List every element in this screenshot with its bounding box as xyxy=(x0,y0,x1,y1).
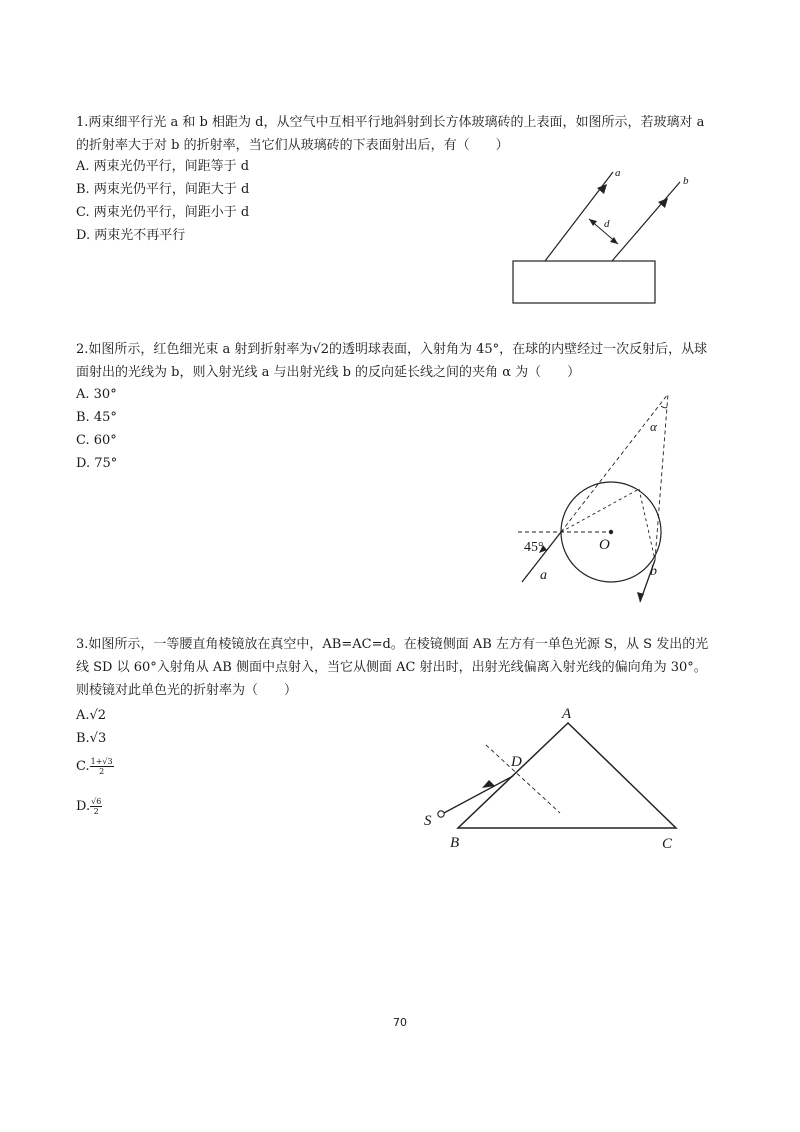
q3-option-d-numerator: √6 xyxy=(91,797,102,806)
q3-label-a: A xyxy=(562,706,572,722)
glass-block xyxy=(513,261,655,303)
q2-option-d: D. 75° xyxy=(76,456,118,471)
ray-b-line xyxy=(612,182,680,261)
q1-label-a: a xyxy=(615,167,621,179)
q1-label-b: b xyxy=(683,175,689,187)
q2-option-b: B. 45° xyxy=(76,410,117,425)
q3-option-a: A.√2 xyxy=(76,708,107,723)
q2-option-c: C. 60° xyxy=(76,433,117,448)
prism xyxy=(458,723,676,828)
q2-label-45: 45° xyxy=(524,540,544,555)
q2-option-a: A. 30° xyxy=(76,387,117,402)
q1-figure xyxy=(500,160,710,310)
q1-option-a: A. 两束光仍平行，间距等于 d xyxy=(76,159,250,174)
q3-option-c-numerator: 1+√3 xyxy=(90,757,113,766)
page-number: 70 xyxy=(393,1016,407,1029)
q2-stem: 2.如图所示，红色细光束 a 射到折射率为√2的透明球表面，入射角为 45°，在球的内壁经过一次反射后，从球面射出的光线为 b，则入射光线 a 与出射光线 b 的反向延长线之间的夹角 α 为（ ） xyxy=(76,342,708,380)
ray-a-line xyxy=(545,172,613,261)
q3-option-c-fraction xyxy=(90,757,114,776)
q3-option-b: B.√3 xyxy=(76,731,107,746)
q1-option-b: B. 两束光仍平行，间距大于 d xyxy=(76,182,250,197)
q3-label-b: B xyxy=(450,835,460,851)
alpha-arc xyxy=(661,406,667,408)
q3-label-s: S xyxy=(424,813,432,829)
q3-option-c-denominator: 2 xyxy=(99,767,105,776)
q1-option-c: C. 两束光仍平行，间距小于 d xyxy=(76,205,250,220)
q2-label-b: b xyxy=(650,564,657,579)
normal-line xyxy=(486,745,560,813)
inner-path-2 xyxy=(639,489,655,560)
q3-option-d-denominator: 2 xyxy=(93,807,99,816)
ray-a-extension xyxy=(561,394,668,532)
q2-label-a: a xyxy=(540,568,547,583)
incident-ray xyxy=(442,776,513,814)
q3-stem: 3.如图所示，一等腰直角棱镜放在真空中，AB=AC=d。在棱镜侧面 AB 左方有一单色光源 S，从 S 发出的光线 SD 以 60°入射角从 AB 侧面中点射入，当它从侧面 AC 射出时，出射光线偏离入射光线的偏向角为 30°。则棱镜对此单色光的折射率为（ ） xyxy=(76,637,709,698)
q2-label-o: O xyxy=(599,537,610,553)
q3-figure xyxy=(410,700,700,860)
q2-figure xyxy=(500,385,700,610)
q3-option-d xyxy=(76,797,102,817)
q3-label-c: C xyxy=(662,836,673,852)
light-source xyxy=(438,811,444,817)
q3-option-d-prefix: D. xyxy=(76,799,91,814)
q3-option-d-fraction xyxy=(90,797,102,816)
inner-path-1 xyxy=(561,489,639,532)
q2-label-alpha: α xyxy=(650,419,657,434)
q3-option-c-prefix: C. xyxy=(76,759,90,774)
q1-stem: 1.两束细平行光 a 和 b 相距为 d，从空气中互相平行地斜射到长方体玻璃砖的上表面，如图所示，若玻璃对 a 的折射率大于对 b 的折射率，当它们从玻璃砖的下表面射出后，有（ ） xyxy=(76,115,705,153)
q3-label-d: D xyxy=(511,754,522,770)
q1-option-d: D. 两束光不再平行 xyxy=(76,228,186,243)
q3-option-c xyxy=(76,757,114,777)
q1-label-d: d xyxy=(604,218,610,230)
